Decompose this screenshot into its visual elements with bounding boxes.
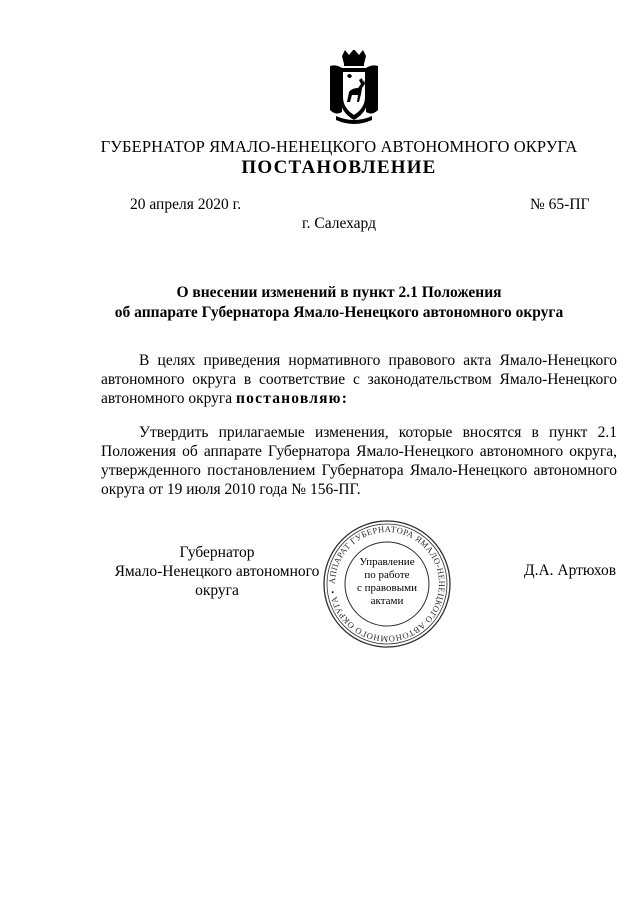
stamp-inner-text xyxy=(322,556,452,608)
paragraph-2-text: Утвердить прилагаемые изменения, которые вносятся в пункт 2.1 Положения об аппарате Губернатора Ямало-Ненецкого автономного округа, утвержденного постановлением Губернатора Ямало-Ненецкого автономного округа от 19 июля 2010 года № 156-ПГ. xyxy=(101,424,617,498)
document-number: № 65-ПГ xyxy=(530,196,590,213)
paragraph-1-emphasis: постановляю: xyxy=(236,390,349,407)
body-paragraph-2 xyxy=(101,423,617,499)
stamp-inner-line-3: с правовыми xyxy=(357,582,417,594)
signatory-title-line-1: Губернатор xyxy=(179,544,255,561)
document-title-line-1: О внесении изменений в пункт 2.1 Положения xyxy=(176,284,502,301)
paragraph-1-text: В целях приведения нормативного правового акта Ямало-Ненецкого автономного округа в соответствие с законодательством Ямало-Ненецкого автономного округа xyxy=(101,352,617,407)
signatory-title xyxy=(102,543,332,600)
document-title-line-2: об аппарате Губернатора Ямало-Ненецкого автономного округа xyxy=(114,304,564,321)
body-paragraph-1 xyxy=(101,351,617,408)
stamp-inner-line-2: по работе xyxy=(364,569,410,581)
document-place: г. Салехард xyxy=(302,215,376,232)
document-type: ПОСТАНОВЛЕНИЕ xyxy=(241,157,437,178)
document-title xyxy=(0,283,640,323)
issuing-authority: ГУБЕРНАТОР ЯМАЛО-НЕНЕЦКОГО АВТОНОМНОГО ОКРУГА xyxy=(100,137,578,156)
stamp-ring-text: АППАРАТ ГУБЕРНАТОРА ЯМАЛО-НЕНЕЦКОГО АВТОНОМНОГО ОКРУГА • xyxy=(326,523,448,645)
coat-of-arms-icon xyxy=(328,50,380,124)
document-date: 20 апреля 2020 г. xyxy=(130,196,242,213)
signatory-name: Д.А. Артюхов xyxy=(524,562,617,579)
stamp-inner-line-1: Управление xyxy=(359,556,415,568)
signatory-title-line-2: Ямало-Ненецкого автономного округа xyxy=(114,563,320,599)
stamp-inner-line-4: актами xyxy=(370,595,404,607)
